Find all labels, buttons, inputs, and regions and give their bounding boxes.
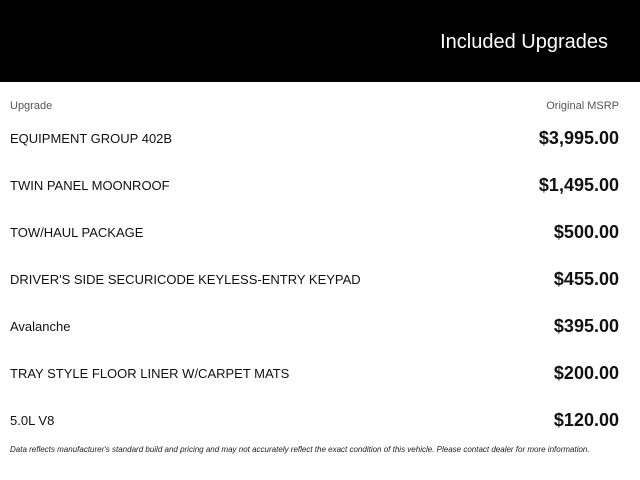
column-header-upgrade: Upgrade xyxy=(10,100,53,112)
header-bar xyxy=(0,0,640,82)
disclaimer-text: Data reflects manufacturer's standard build and pricing and may not accurately reflect the exact condition of this vehicle. Please contact dealer for more information. xyxy=(10,445,590,454)
upgrade-price: $200.00 xyxy=(553,363,619,383)
upgrade-price: $455.00 xyxy=(553,269,619,289)
upgrade-name: Avalanche xyxy=(10,319,71,334)
upgrade-price: $120.00 xyxy=(553,410,619,430)
upgrade-name: TWIN PANEL MOONROOF xyxy=(10,178,170,193)
upgrade-price: $1,495.00 xyxy=(538,175,619,195)
list-item xyxy=(0,303,640,350)
column-header-msrp: Original MSRP xyxy=(546,100,619,112)
page-title: Included Upgrades xyxy=(440,31,608,53)
upgrade-name: 5.0L V8 xyxy=(10,413,55,428)
upgrade-price: $500.00 xyxy=(553,222,619,242)
upgrades-list xyxy=(0,115,640,444)
upgrade-name: TOW/HAUL PACKAGE xyxy=(10,225,144,240)
upgrade-price: $395.00 xyxy=(553,316,619,336)
list-item xyxy=(0,162,640,209)
upgrade-name: TRAY STYLE FLOOR LINER W/CARPET MATS xyxy=(10,366,290,381)
list-item xyxy=(0,256,640,303)
list-item xyxy=(0,115,640,162)
list-item xyxy=(0,209,640,256)
upgrade-name: EQUIPMENT GROUP 402B xyxy=(10,131,173,146)
upgrade-name: DRIVER'S SIDE SECURICODE KEYLESS-ENTRY KEYPAD xyxy=(10,272,361,287)
upgrade-price: $3,995.00 xyxy=(538,128,619,148)
list-item xyxy=(0,397,640,444)
list-item xyxy=(0,350,640,397)
